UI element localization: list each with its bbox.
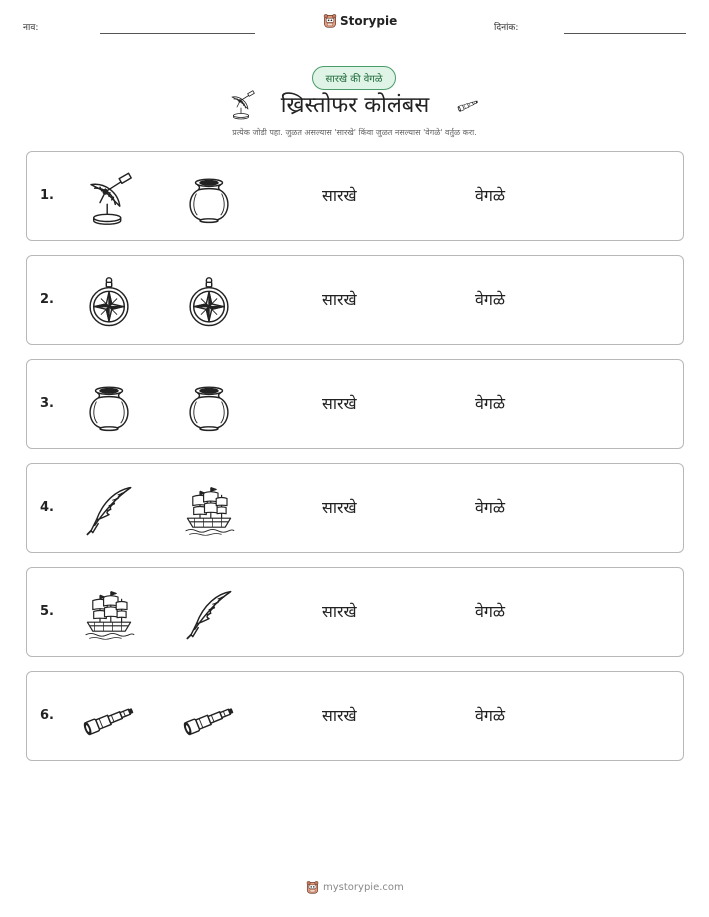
pot-icon bbox=[182, 172, 236, 226]
question-number: 6. bbox=[40, 708, 54, 723]
compass-icon bbox=[182, 276, 236, 330]
question-number: 1. bbox=[40, 188, 54, 203]
worksheet-type-badge: सारखे की वेगळे bbox=[312, 66, 396, 90]
question-row bbox=[26, 567, 684, 657]
sextant-icon bbox=[82, 172, 136, 226]
telescope-icon bbox=[453, 94, 483, 116]
compass-icon bbox=[82, 276, 136, 330]
same-option[interactable]: सारखे bbox=[322, 602, 357, 621]
sextant-icon bbox=[227, 90, 257, 120]
same-option[interactable]: सारखे bbox=[322, 186, 357, 205]
brand-name: Storypie bbox=[340, 14, 398, 28]
date-label: दिनांक: bbox=[494, 23, 519, 33]
different-option[interactable]: वेगळे bbox=[475, 394, 506, 413]
question-number: 5. bbox=[40, 604, 54, 619]
brand-logo bbox=[323, 13, 397, 29]
quill-icon bbox=[82, 484, 136, 538]
different-option[interactable]: वेगळे bbox=[475, 186, 506, 205]
question-row bbox=[26, 359, 684, 449]
ship-icon bbox=[182, 484, 236, 538]
ship-icon bbox=[82, 588, 136, 642]
name-field-line[interactable] bbox=[100, 33, 255, 34]
pot-icon bbox=[182, 380, 236, 434]
page-title: ख्रिस्तोफर कोलंबस bbox=[280, 93, 430, 118]
date-field-line[interactable] bbox=[564, 33, 686, 34]
telescope-icon bbox=[182, 692, 236, 746]
pot-icon bbox=[82, 380, 136, 434]
question-row bbox=[26, 151, 684, 241]
footer-url[interactable]: mystorypie.com bbox=[323, 882, 404, 893]
question-row bbox=[26, 671, 684, 761]
different-option[interactable]: वेगळे bbox=[475, 498, 506, 517]
same-option[interactable]: सारखे bbox=[322, 394, 357, 413]
question-number: 2. bbox=[40, 292, 54, 307]
different-option[interactable]: वेगळे bbox=[475, 706, 506, 725]
different-option[interactable]: वेगळे bbox=[475, 602, 506, 621]
instructions: प्रत्येक जोडी पहा. जुळत असल्यास 'सारखे' किंवा जुळत नसल्यास 'वेगळे' वर्तुळ करा. bbox=[232, 128, 477, 137]
question-row bbox=[26, 463, 684, 553]
same-option[interactable]: सारखे bbox=[322, 498, 357, 517]
mascot-icon bbox=[306, 880, 319, 895]
name-label: नाव: bbox=[23, 23, 39, 33]
different-option[interactable]: वेगळे bbox=[475, 290, 506, 309]
question-number: 4. bbox=[40, 500, 54, 515]
footer bbox=[306, 880, 404, 895]
mascot-icon bbox=[323, 13, 337, 29]
question-number: 3. bbox=[40, 396, 54, 411]
same-option[interactable]: सारखे bbox=[322, 290, 357, 309]
telescope-icon bbox=[82, 692, 136, 746]
question-row bbox=[26, 255, 684, 345]
quill-icon bbox=[182, 588, 236, 642]
same-option[interactable]: सारखे bbox=[322, 706, 357, 725]
